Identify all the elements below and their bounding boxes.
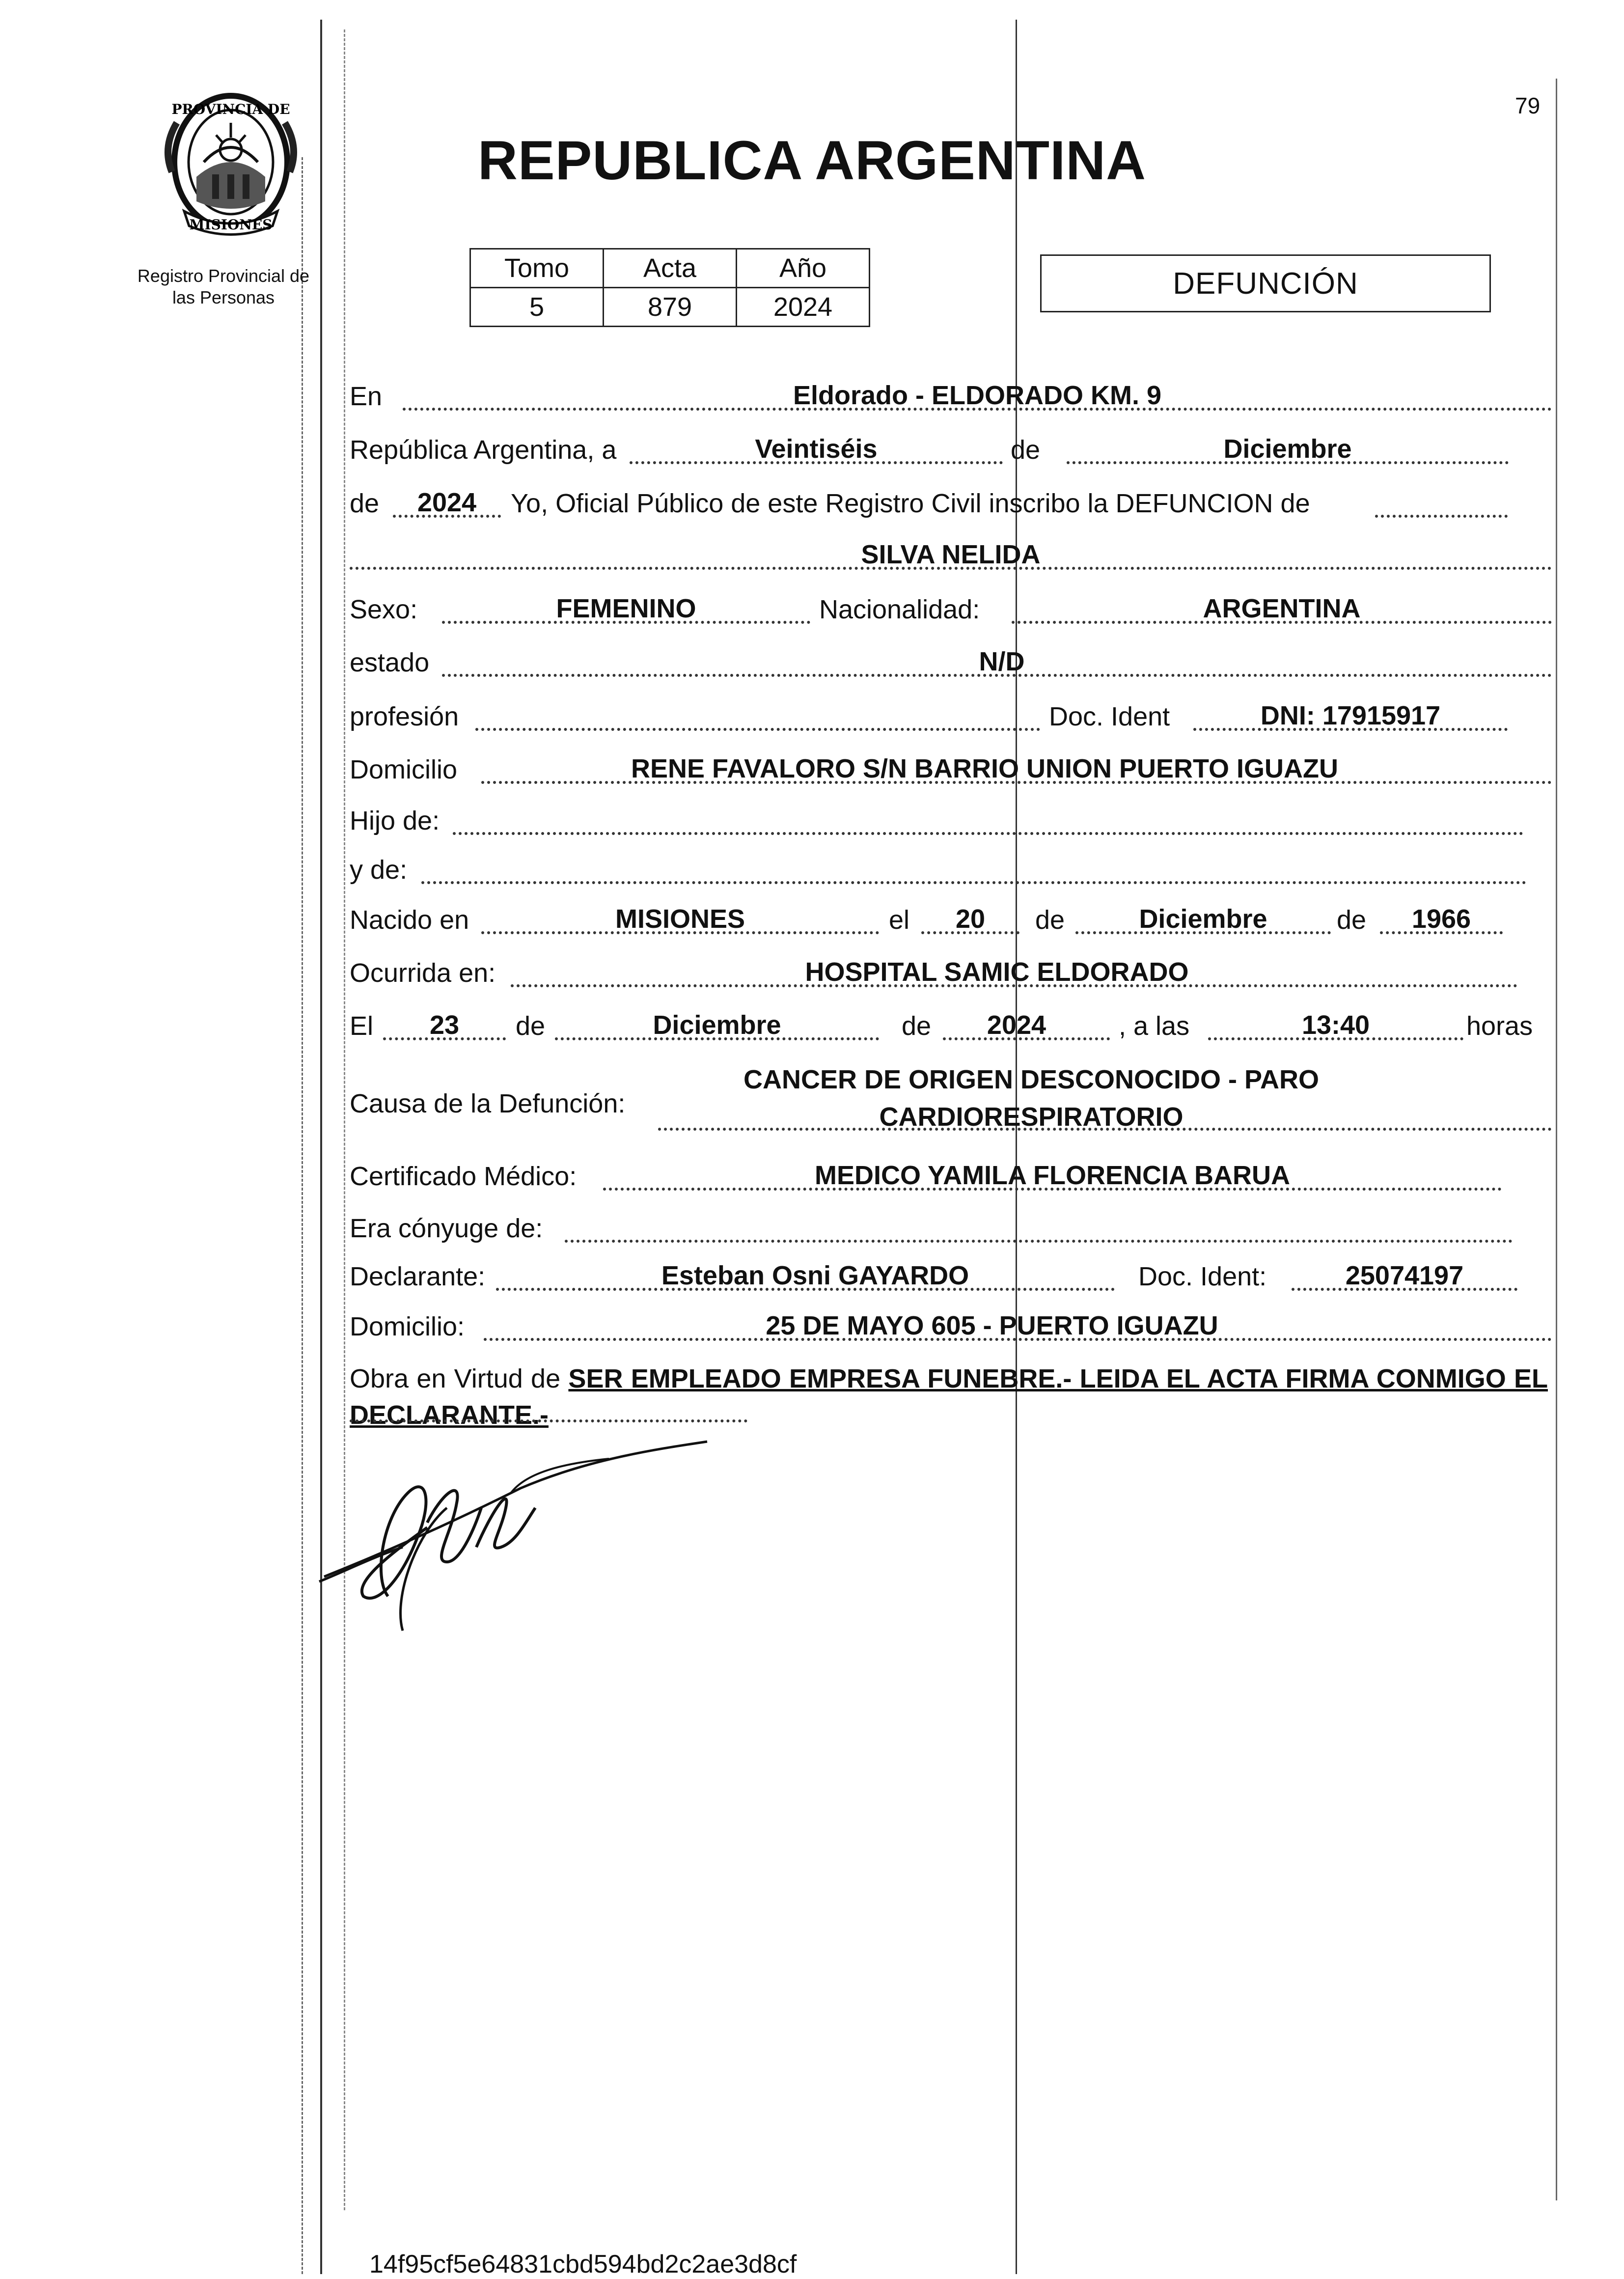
horas-label: horas [1466, 1011, 1533, 1041]
hijo-label: Hijo de: [350, 806, 440, 835]
row-ocurrida [0, 958, 1624, 997]
row-profesion [0, 701, 1624, 741]
causa-label: Causa de la Defunción: [350, 1089, 626, 1118]
death-year: 2024 [987, 1010, 1046, 1040]
estado-label: estado [350, 648, 430, 677]
domicilio-label: Domicilio [350, 755, 458, 784]
row-certificado [0, 1161, 1624, 1200]
row-conyuge [0, 1213, 1624, 1252]
en-label: En [350, 382, 383, 411]
causa-value: CANCER DE ORIGEN DESCONOCIDO - PARO CARDIORESPIRATORIO [743, 1065, 1320, 1132]
month-value: Diciembre [1223, 434, 1352, 464]
ano-header: Año [737, 249, 870, 288]
conyuge-label: Era cónyuge de: [350, 1214, 543, 1243]
el2-label: El [350, 1011, 374, 1041]
obra-dots [350, 1419, 747, 1422]
row-sexo [0, 594, 1624, 634]
ocurrida-value: HOSPITAL SAMIC ELDORADO [805, 957, 1189, 987]
left-margin-line [320, 20, 322, 2274]
doc-ident-value: DNI: 17915917 [1260, 701, 1441, 730]
nacionalidad-label: Nacionalidad: [819, 595, 980, 624]
page-number: 79 [1515, 93, 1541, 118]
record-reference-table [469, 248, 870, 327]
birth-day: 20 [955, 904, 986, 934]
row-nacido [0, 905, 1624, 944]
row-domicilio2 [0, 1311, 1624, 1351]
declarante-value: Esteban Osni GAYARDO [661, 1261, 969, 1290]
doc2-label: Doc. Ident: [1138, 1262, 1267, 1291]
sexo-label: Sexo: [350, 595, 418, 624]
acta-value: 879 [604, 288, 737, 327]
ocurrida-label: Ocurrida en: [350, 958, 496, 988]
certificado-value: MEDICO YAMILA FLORENCIA BARUA [814, 1161, 1291, 1190]
svg-text:MISIONES: MISIONES [189, 217, 273, 233]
de2-label: de [350, 489, 380, 518]
page-title: REPUBLICA ARGENTINA [478, 130, 1146, 191]
de1-label: de [1011, 435, 1041, 465]
declarante-label: Declarante: [350, 1262, 486, 1291]
deceased-name: SILVA NELIDA [861, 540, 1041, 569]
row-declarante [0, 1261, 1624, 1301]
domicilio-value: RENE FAVALORO S/N BARRIO UNION PUERTO IGUAZU [631, 754, 1339, 783]
alas-label: , a las [1119, 1011, 1190, 1041]
doc2-value: 25074197 [1345, 1261, 1464, 1290]
obra-label: Obra en Virtud de [350, 1364, 561, 1393]
row-fecha-defuncion [0, 1011, 1624, 1050]
el-label: el [889, 905, 910, 935]
profesion-label: profesión [350, 702, 459, 731]
row-statement [0, 488, 1624, 528]
yde-label: y de: [350, 855, 408, 885]
nacionalidad-value: ARGENTINA [1203, 594, 1361, 623]
birth-year: 1966 [1411, 904, 1471, 934]
acta-header: Acta [604, 249, 737, 288]
death-time: 13:40 [1301, 1010, 1370, 1040]
year-value: 2024 [417, 488, 477, 517]
registry-label: Registro Provincial de las Personas [137, 266, 310, 307]
nacido-label: Nacido en [350, 905, 469, 935]
document-hash: 14f95cf5e64831cbd594bd2c2ae3d8cf [369, 2250, 797, 2279]
ano-value: 2024 [737, 288, 870, 327]
de6-label: de [902, 1011, 932, 1041]
row-domicilio [0, 754, 1624, 794]
row-hijo [0, 806, 1624, 845]
de5-label: de [516, 1011, 546, 1041]
svg-text:PROVINCIA DE: PROVINCIA DE [171, 101, 290, 117]
certificado-label: Certificado Médico: [350, 1162, 577, 1191]
death-day: 23 [429, 1010, 460, 1040]
de3-label: de [1035, 905, 1065, 935]
de4-label: de [1337, 905, 1367, 935]
en-value: Eldorado - ELDORADO KM. 9 [793, 381, 1161, 410]
death-month: Diciembre [653, 1010, 781, 1040]
row-fecha [0, 435, 1624, 474]
row-en [0, 381, 1624, 420]
estado-value: N/D [979, 647, 1025, 676]
nacido-value: MISIONES [615, 904, 745, 934]
document-type-box: DEFUNCIÓN [1040, 254, 1491, 312]
row-yde [0, 855, 1624, 894]
doc-ident-label: Doc. Ident [1049, 702, 1170, 731]
domicilio2-label: Domicilio: [350, 1312, 465, 1341]
domicilio2-value: 25 DE MAYO 605 - PUERTO IGUAZU [766, 1311, 1218, 1340]
sexo-value: FEMENINO [556, 594, 696, 623]
birth-month: Diciembre [1139, 904, 1267, 934]
obra-value: SER EMPLEADO EMPRESA FUNEBRE.- LEIDA EL ACTA FIRMA CONMIGO EL DECLARANTE.- [350, 1364, 1548, 1430]
fold-line [1016, 20, 1017, 2274]
row-name [0, 540, 1624, 580]
statement-text: Yo, Oficial Público de este Registro Civil inscribo la DEFUNCION de [511, 489, 1310, 518]
tomo-header: Tomo [470, 249, 604, 288]
tomo-value: 5 [470, 288, 604, 327]
declarant-signature [314, 1434, 756, 1640]
row-estado [0, 647, 1624, 687]
republica-label: República Argentina, a [350, 435, 617, 465]
day-value: Veintiséis [755, 434, 878, 464]
